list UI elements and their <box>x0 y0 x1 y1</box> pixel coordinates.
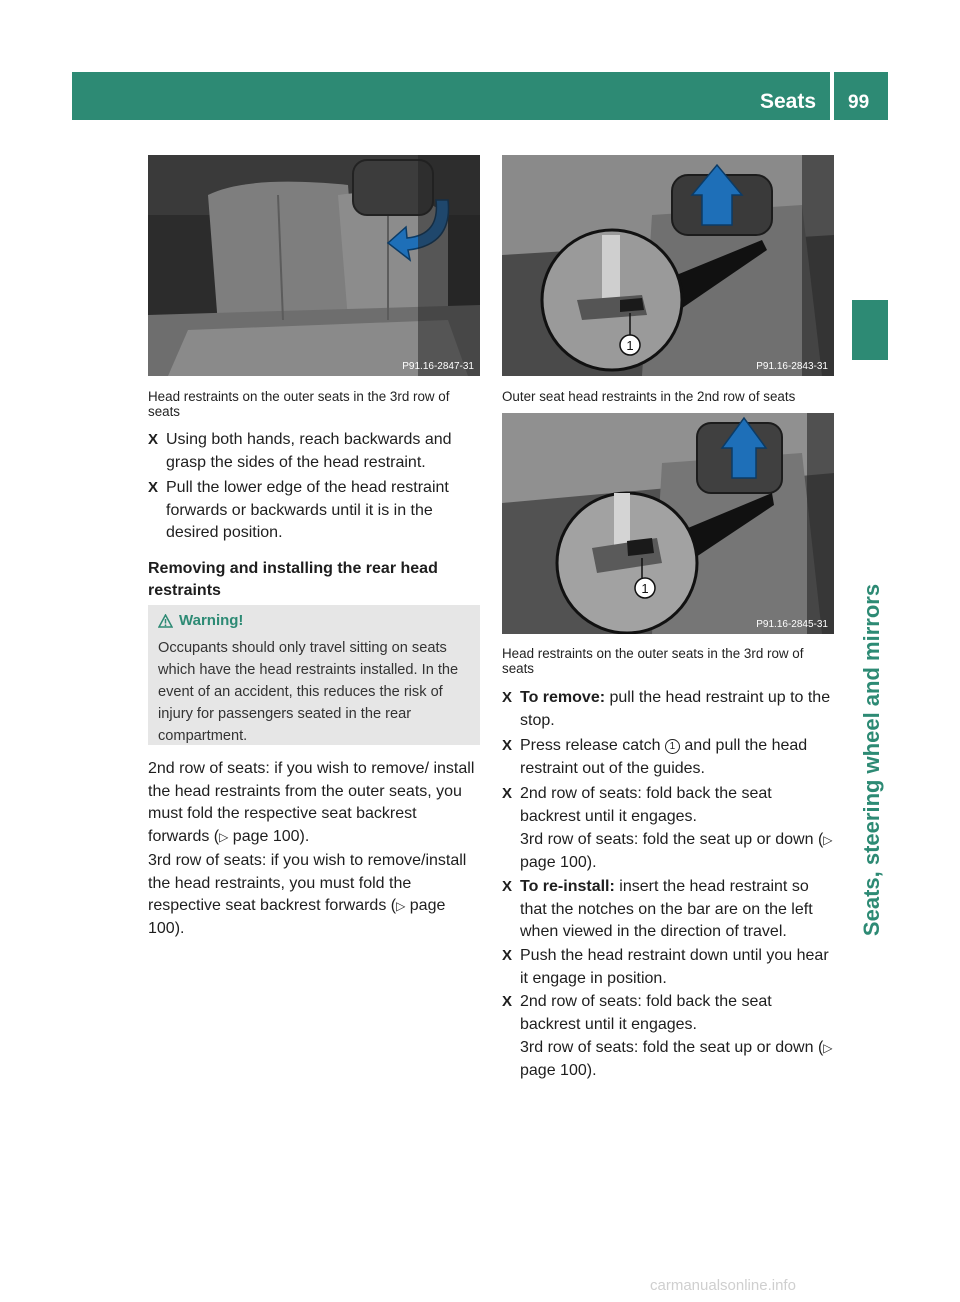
page-ref-icon: ▷ <box>823 1041 833 1055</box>
figure-code: P91.16-2845-31 <box>756 619 828 630</box>
instruction-step <box>502 783 836 828</box>
step-lead: To re-install: <box>520 878 615 895</box>
watermark: carmanualsonline.info <box>650 1277 796 1294</box>
paragraph-text: 3rd row of seats: fold the seat up or down ( <box>520 1039 824 1056</box>
step-text: Pull the lower edge of the head restraint forwards or backwards until it is in the desired position. <box>166 479 449 541</box>
figure-caption: Outer seat head restraints in the 2nd row of seats <box>502 389 796 404</box>
warning-title-row <box>158 612 243 629</box>
instruction-step <box>502 687 836 732</box>
step-lead: To remove: <box>520 689 606 706</box>
step-text: insert the head restraint so that the notches on the bar are on the left when viewed in the direction of travel. <box>520 878 813 940</box>
side-tab-block <box>852 300 888 360</box>
section-title: Seats <box>760 90 817 113</box>
instruction-step <box>148 429 482 474</box>
paragraph <box>148 850 484 940</box>
warning-title: Warning! <box>179 612 244 629</box>
paragraph <box>148 758 482 848</box>
step-text: Push the head restraint down until you hear it engage in position. <box>520 947 829 987</box>
paragraph-text: 3rd row of seats: if you wish to remove/install the head restraints, you must fold the respective seat backrest forwards ( <box>148 852 467 914</box>
instruction-step <box>502 735 836 780</box>
step-text: Press release catch <box>520 737 665 754</box>
warning-triangle-icon <box>158 614 173 628</box>
page-ref[interactable]: page 100). <box>520 1061 597 1079</box>
page-ref-icon: ▷ <box>823 833 833 847</box>
bullet-marker: X <box>502 689 513 706</box>
bullet-marker: X <box>148 431 159 448</box>
instruction-step <box>148 477 482 545</box>
section-heading: Removing and installing the rear head restraints <box>148 560 438 599</box>
page-ref[interactable]: page 100). <box>228 827 310 845</box>
page-ref-icon: ▷ <box>219 829 229 844</box>
figure-code: P91.16-2843-31 <box>756 361 828 372</box>
page-ref[interactable]: page 100). <box>148 897 446 937</box>
page-ref[interactable]: page 100). <box>520 853 597 871</box>
callout-number-icon: 1 <box>665 739 680 754</box>
bullet-marker: X <box>502 785 513 802</box>
step-text: Using both hands, reach backwards and grasp the sides of the head restraint. <box>166 431 452 471</box>
warning-text: Occupants should only travel sitting on seats which have the head restraints installed. In the event of an accident, this reduces the risk of injury for passengers seated in the rear compartment. <box>158 640 459 744</box>
header-divider <box>830 72 834 120</box>
bullet-marker: X <box>502 737 513 754</box>
seat-illustration <box>148 155 480 376</box>
step-text: 2nd row of seats: fold back the seat backrest until it engages. <box>520 785 772 825</box>
step-subtext <box>520 829 836 874</box>
figure-2nd-row-head-restraint <box>502 155 834 376</box>
step-text: 2nd row of seats: fold back the seat backrest until it engages. <box>520 993 772 1033</box>
instruction-step <box>502 876 836 944</box>
bullet-marker: X <box>502 993 513 1010</box>
page-number: 99 <box>848 92 870 113</box>
figure-rear-seats-3rd-row <box>148 155 480 376</box>
bullet-marker: X <box>502 947 513 964</box>
bullet-marker: X <box>148 479 159 496</box>
head-restraint-illustration-3rd-row <box>502 413 834 634</box>
bullet-marker: X <box>502 878 513 895</box>
step-text: and pull the head restraint out of the guides. <box>520 737 808 777</box>
figure-caption: Head restraints on the outer seats in the 3rd row of seats <box>502 646 804 676</box>
instruction-step <box>502 945 838 990</box>
paragraph-text: 3rd row of seats: fold the seat up or down ( <box>520 831 824 848</box>
instruction-step <box>502 991 836 1036</box>
side-tab-label: Seats, steering wheel and mirrors <box>859 583 884 937</box>
warning-box <box>148 605 480 745</box>
figure-3rd-row-head-restraint <box>502 413 834 634</box>
head-restraint-illustration <box>502 155 834 376</box>
paragraph-text: 2nd row of seats: if you wish to remove/ install the head restraints from the outer seats, you must fold the respective seat backrest forwards ( <box>148 760 475 845</box>
figure-caption: Head restraints on the outer seats in the 3rd row of seats <box>148 389 450 419</box>
step-text: pull the head restraint up to the stop. <box>520 689 831 729</box>
callout-1: 1 <box>626 338 634 353</box>
step-subtext <box>520 1037 836 1082</box>
page-ref-icon: ▷ <box>396 899 406 913</box>
callout-1: 1 <box>641 581 649 596</box>
figure-code: P91.16-2847-31 <box>402 361 474 372</box>
